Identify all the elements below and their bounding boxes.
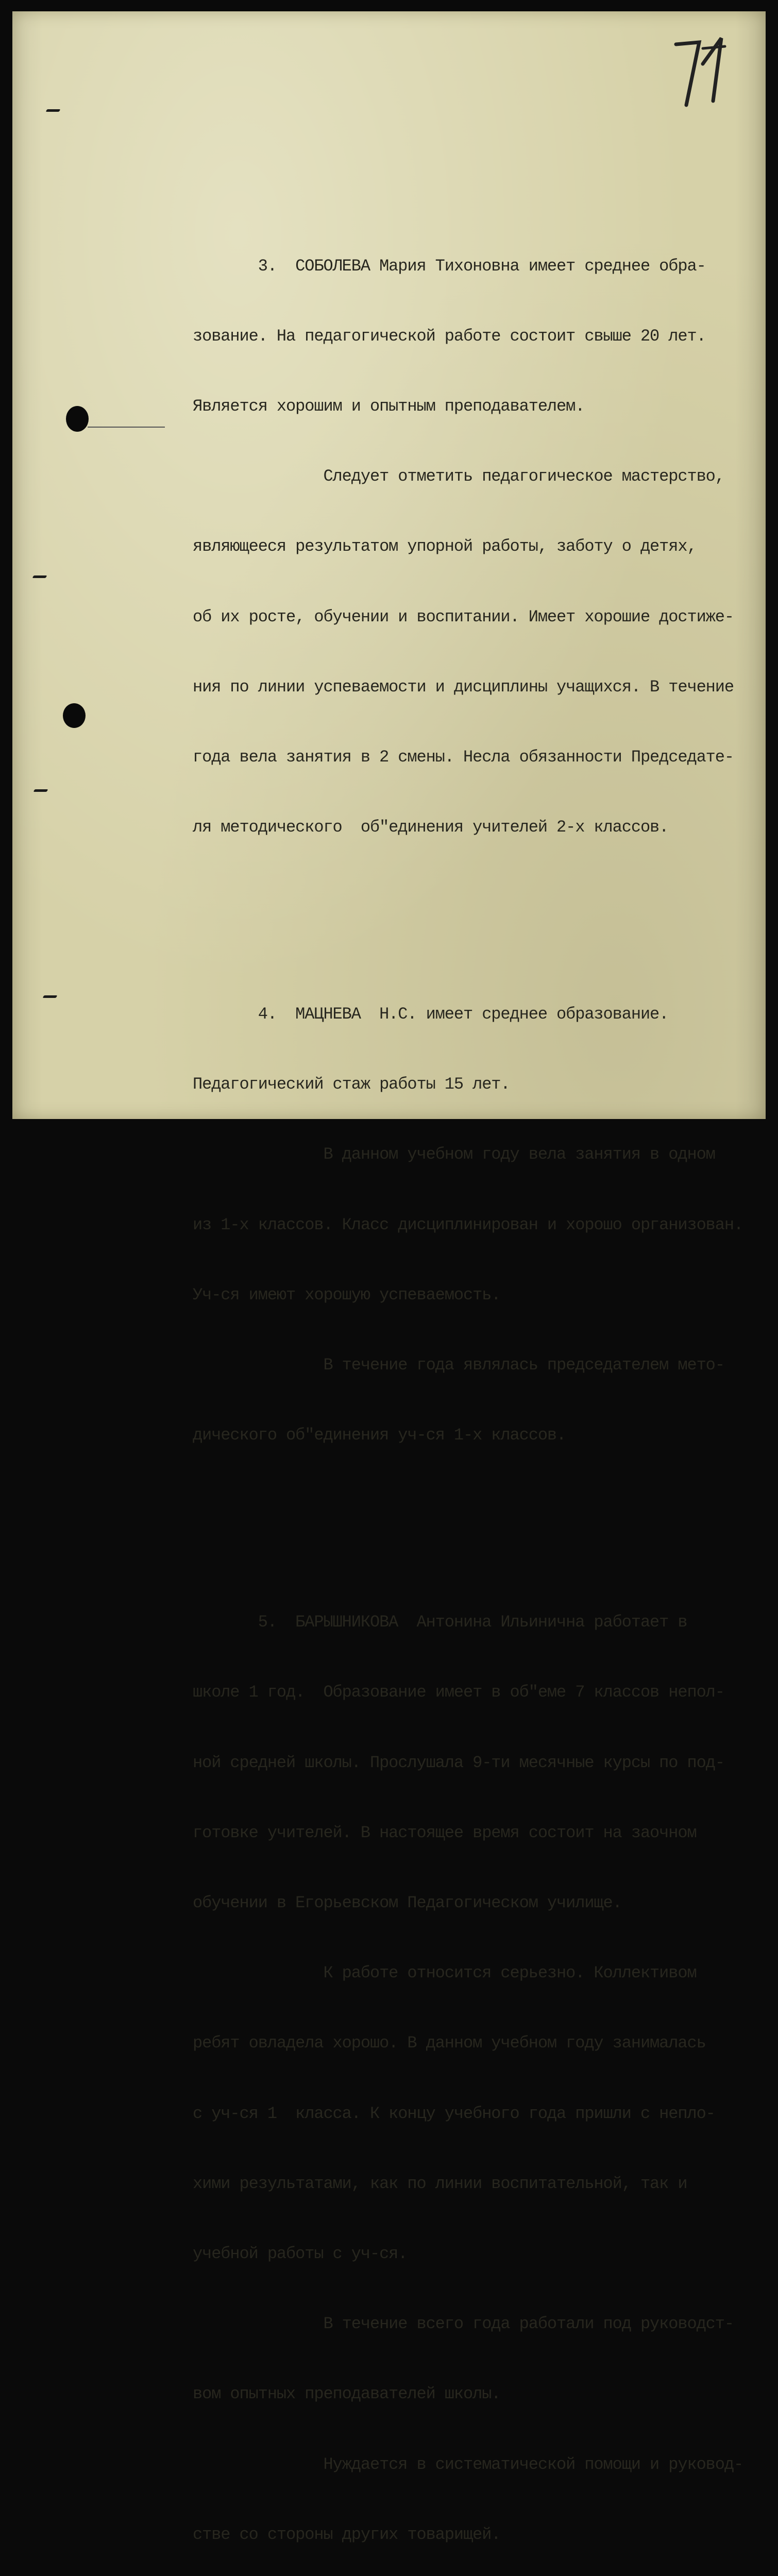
- text-line: являющееся результатом упорной работы, заботу о детях,: [193, 537, 697, 556]
- text-line: года вела занятия в 2 смены. Несла обязанности Председате-: [193, 748, 734, 767]
- section-3: [193, 208, 770, 886]
- text-line: 5. БАРЫШНИКОВА Антонина Ильинична работает в: [193, 1613, 687, 1632]
- text-line: 3. СОБОЛЕВА Мария Тихоновна имеет среднее обра-: [193, 256, 706, 276]
- text-line: дического об"единения уч-ся 1-х классов.: [193, 1426, 566, 1445]
- fold-mark: [88, 427, 165, 428]
- punch-hole: [63, 703, 86, 728]
- margin-mark: [33, 789, 48, 792]
- text-line: ребят овладела хорошо. В данном учебном году занималась: [193, 2033, 706, 2053]
- text-line: зование. На педагогической работе состоит свыше 20 лет.: [193, 326, 706, 346]
- text-line: В течение всего года работали под руководст-: [193, 2314, 734, 2334]
- text-line: об их росте, обучении и воспитании. Имеет хорошие достиже-: [193, 607, 734, 626]
- text-line: вом опытных преподавателей школы.: [193, 2384, 501, 2404]
- text-line: В течение года являлась председателем мето-: [193, 1355, 724, 1375]
- text-line: ной средней школы. Прослушала 9-ти месячные курсы по под-: [193, 1753, 724, 1772]
- text-line: В данном учебном году вела занятия в одном: [193, 1145, 715, 1164]
- text-line: Педагогический стаж работы 15 лет.: [193, 1075, 510, 1094]
- text-line: стве со стороны других товарищей.: [193, 2524, 501, 2544]
- text-line: Следует отметить педагогическое мастерство,: [193, 467, 724, 486]
- text-line: с уч-ся 1 класса. К концу учебного года пришли с непло-: [193, 2104, 715, 2123]
- text-line: ния по линии успеваемости и дисциплины учащихся. В течение: [193, 677, 734, 697]
- text-line: школе 1 год. Образование имеет в об"еме 7 классов непол-: [193, 1683, 724, 1702]
- text-line: Уч-ся имеют хорошую успеваемость.: [193, 1285, 501, 1304]
- text-line: Является хорошим и опытным преподавателем.: [193, 397, 585, 416]
- text-line: обучении в Егорьевском Педагогическом училище.: [193, 1893, 622, 1912]
- margin-mark: [32, 575, 47, 578]
- text-line: учебной работы с уч-ся.: [193, 2244, 408, 2263]
- margin-mark: [46, 109, 61, 112]
- text-line: ля методического об"единения учителей 2-х классов.: [193, 818, 669, 837]
- text-line: хими результатами, как по линии воспитательной, так и: [193, 2174, 687, 2193]
- text-line: К работе относится серьезно. Коллективом: [193, 1963, 697, 1983]
- document-page: [12, 11, 766, 2544]
- text-line: 4. МАЦНЕВА Н.С. имеет среднее образование.: [193, 1005, 669, 1024]
- margin-mark: [43, 995, 58, 998]
- punch-hole: [66, 406, 89, 432]
- text-line: Нуждается в систематической помощи и руковод-: [193, 2454, 743, 2474]
- text-line: из 1-х классов. Класс дисциплинирован и хорошо организован.: [193, 1215, 743, 1234]
- document-body: [193, 161, 770, 2576]
- section-4: [193, 956, 770, 1494]
- text-line: готовке учителей. В настоящее время состоит на заочном: [193, 1823, 697, 1842]
- handwritten-folio-number: [671, 33, 733, 110]
- section-5: [193, 1564, 770, 2576]
